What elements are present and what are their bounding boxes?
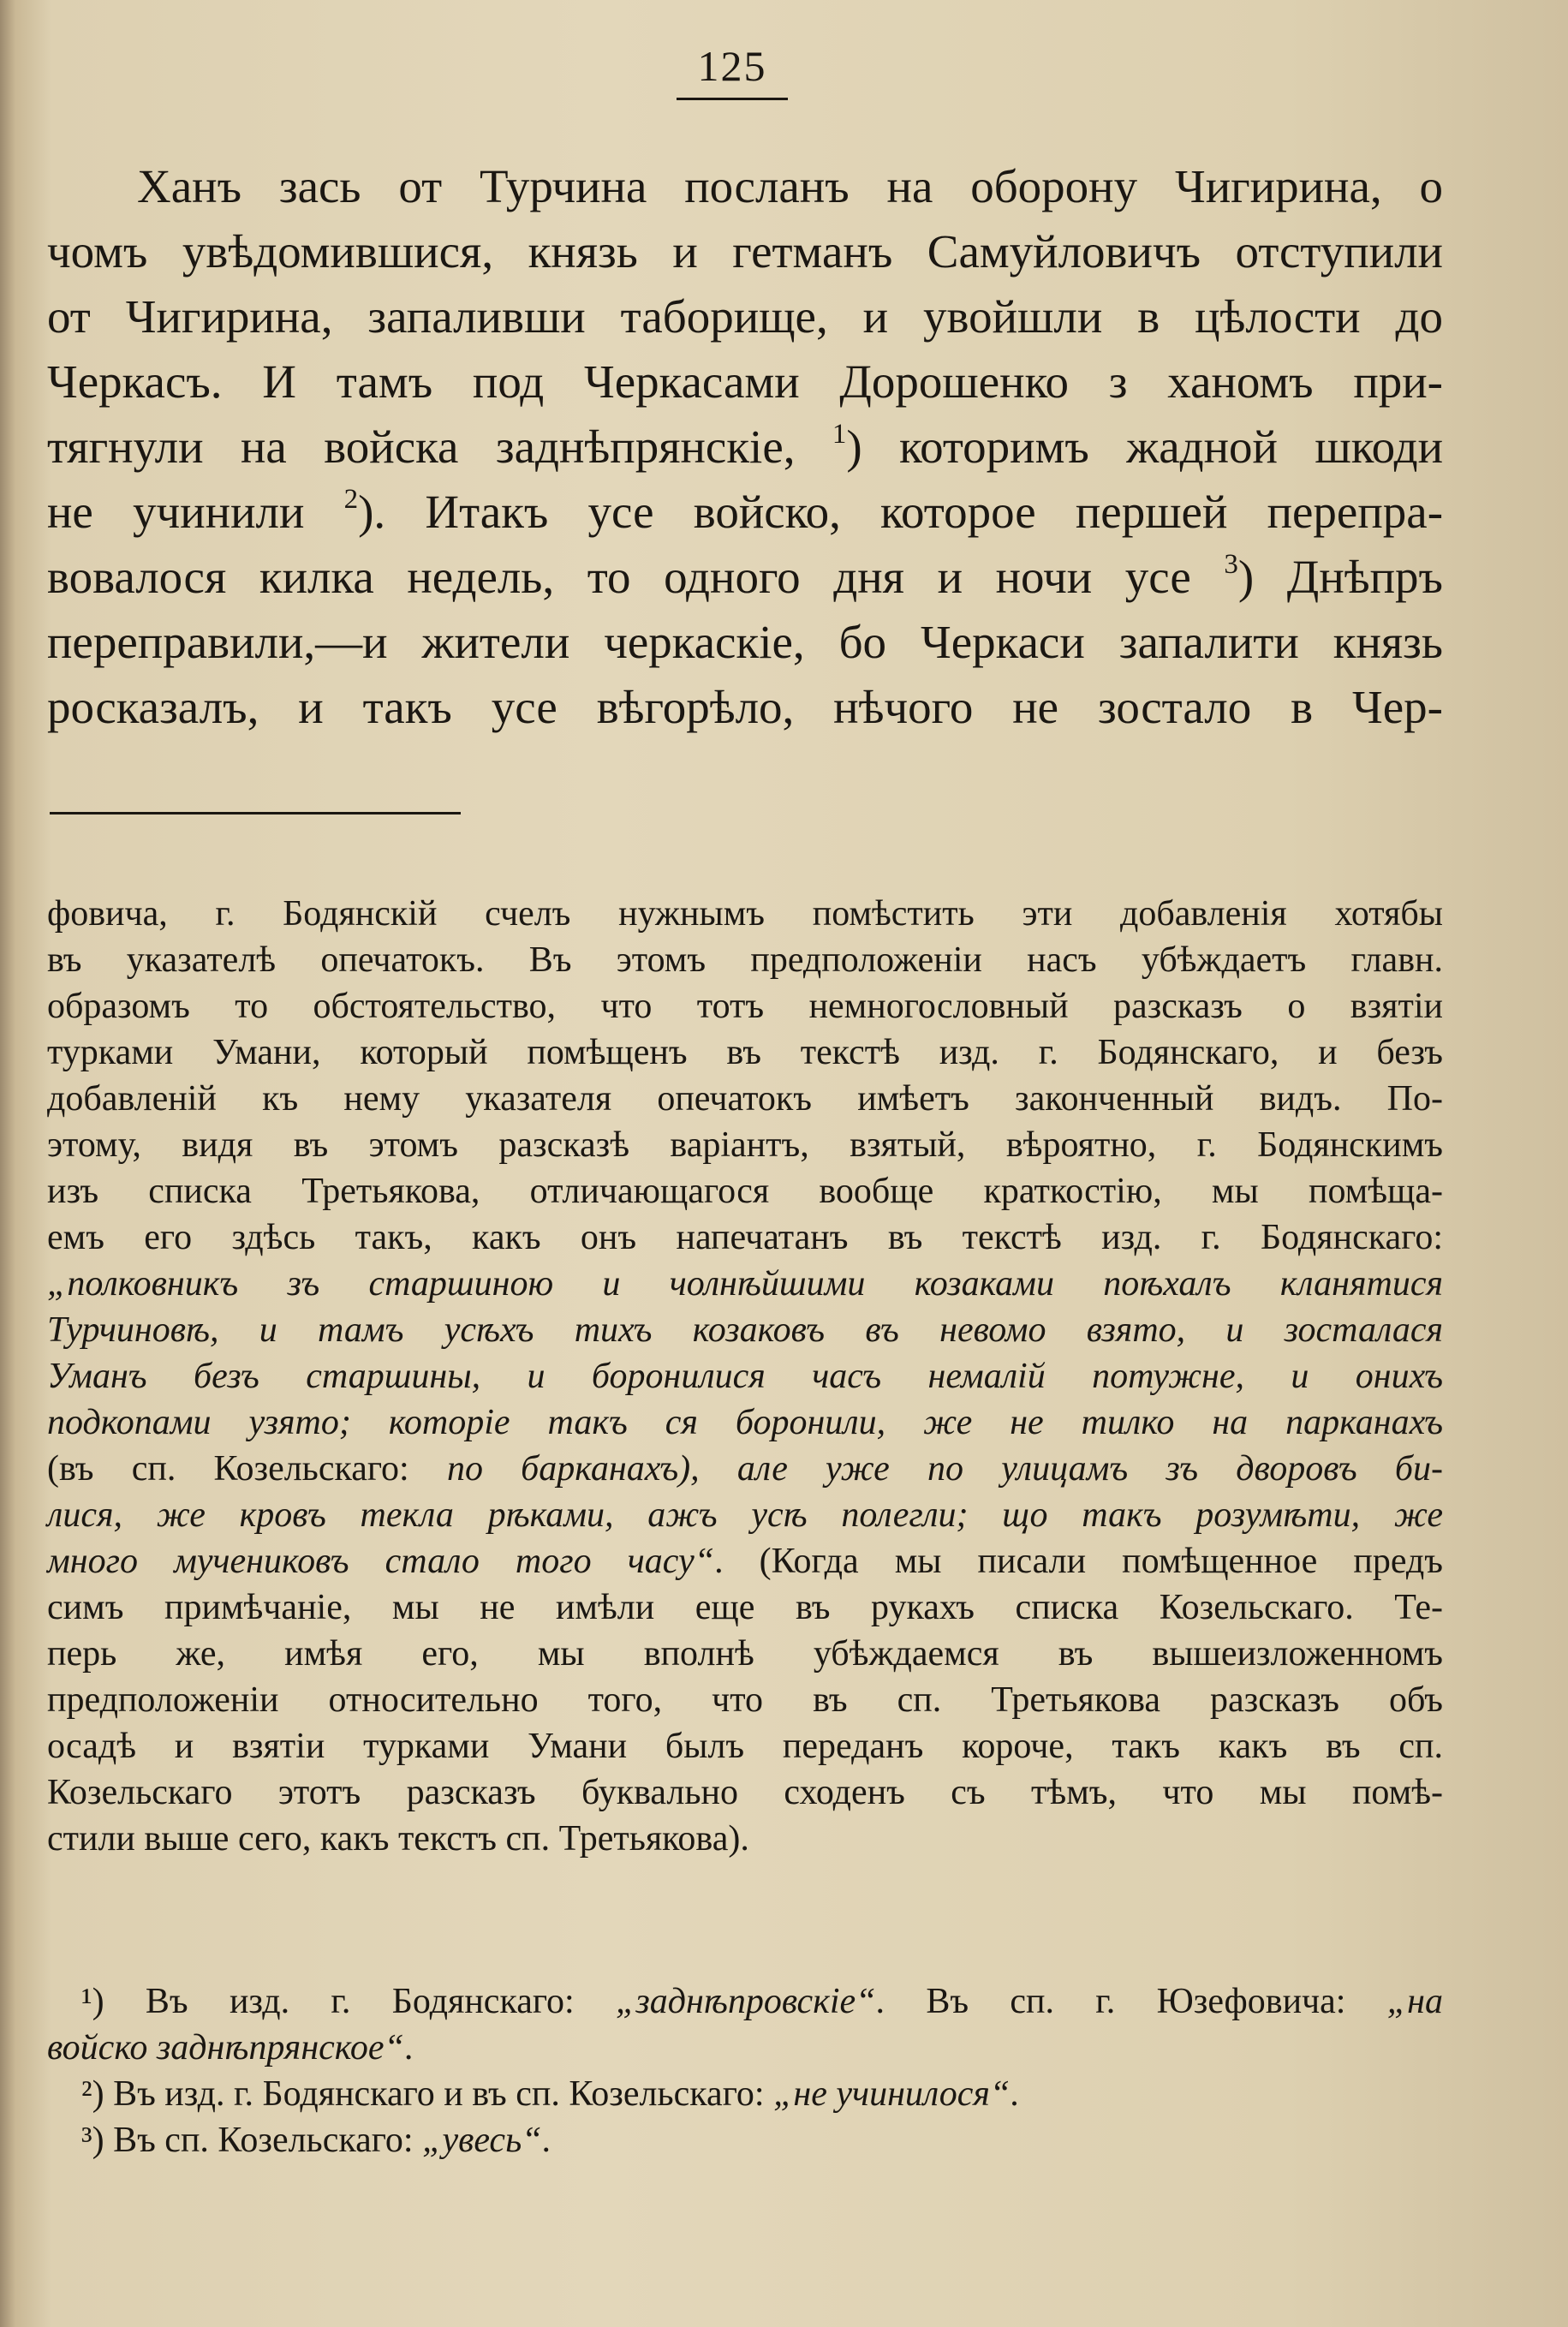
footnotes <box>47 1978 1443 2163</box>
main-line-text: вовалося килка недель, то одного дня и ночи усе <box>47 551 1191 603</box>
main-line <box>47 545 1443 610</box>
footnote-text: . Въ сп. г. Юзефовича: <box>875 1982 1387 2021</box>
footnote-text: . <box>541 2121 551 2160</box>
note-line: въ указателѣ опечатокъ. Въ этомъ предположеніи насъ убѣждаетъ главн. <box>47 940 1443 980</box>
footnote-1 <box>47 1978 1443 2025</box>
note-line: фовича, г. Бодянскій счелъ нужнымъ помѣстить эти добавленія хотябы <box>47 894 1443 934</box>
footnote-quote: „увесь“ <box>422 2121 542 2160</box>
note-line: симъ примѣчаніе, мы не имѣли еще въ рукахъ списка Козельскаго. Те- <box>47 1588 1443 1627</box>
footnote-mark: ¹) <box>81 1982 104 2021</box>
note-text: . (Когда мы писали помѣщенное предъ <box>714 1542 1443 1581</box>
note-text: (въ сп. Козельскаго: <box>47 1449 447 1489</box>
main-line <box>47 415 1443 480</box>
footnote-1-continued <box>47 2025 1443 2071</box>
footnote-quote: „заднѣпровскіе“ <box>616 1982 876 2021</box>
main-line-text: не учинили <box>47 486 305 538</box>
footnote-text: . <box>1010 2074 1019 2114</box>
note-line: изъ списка Третьякова, отличающагося вообще краткостію, мы помѣща- <box>47 1172 1443 1211</box>
quote-line: подкопами узято; которіе такъ ся боронили, же не тилко на парканахъ <box>47 1403 1443 1442</box>
main-line-text: ) Днѣпръ <box>1237 551 1443 603</box>
continued-footnote <box>47 891 1443 1862</box>
footnote-text: Въ изд. г. Бодянскаго и въ сп. Козельскаго: <box>104 2074 774 2114</box>
note-line: осадѣ и взятіи турками Умани былъ переданъ короче, такъ какъ въ сп. <box>47 1727 1443 1766</box>
footnote-separator <box>50 812 461 814</box>
footnote-ref-3: 3 <box>1224 548 1238 580</box>
footnote-mark: ²) <box>81 2074 104 2114</box>
page-number: 125 <box>697 42 767 90</box>
note-line: перь же, имѣя его, мы вполнѣ убѣждаемся въ вышеизложенномъ <box>47 1634 1443 1674</box>
footnote-ref-2: 2 <box>343 483 359 515</box>
quote-line: Уманъ безъ старшины, и боронилися часъ немалій потужне, и онихъ <box>47 1357 1443 1396</box>
main-line: росказалъ, и такъ усе вѣгорѣло, нѣчого не зостало в Чер- <box>47 681 1443 733</box>
footnote-text: Въ сп. Козельскаго: <box>104 2121 423 2160</box>
main-line: Черкасъ. И тамъ под Черкасами Дорошенко з ханомъ при- <box>47 355 1443 408</box>
note-line: турками Умани, который помѣщенъ въ текстѣ изд. г. Бодянскаго, и безъ <box>47 1033 1443 1072</box>
main-line: переправили,—и жители черкаскіе, бо Черкаси запалити князь <box>47 616 1443 668</box>
note-line <box>47 1538 1443 1584</box>
note-line: образомъ то обстоятельство, что тотъ немногословный разсказъ о взятіи <box>47 987 1443 1026</box>
footnote-quote: „не учинилося“ <box>773 2074 1011 2114</box>
main-line-text: ). Итакъ усе войско, которое першей перепра- <box>358 486 1444 538</box>
page-number-underline <box>677 98 788 100</box>
footnote-quote: „на <box>1386 1982 1443 2021</box>
note-line: добавленій къ нему указателя опечатокъ имѣетъ законченный видъ. По- <box>47 1079 1443 1119</box>
quote-line: Турчиновѣ, и тамъ усѣхъ тихъ козаковъ въ невомо взято, и зосталася <box>47 1310 1443 1350</box>
note-line: этому, видя въ этомъ разсказѣ варіантъ, взятый, вѣроятно, г. Бодянскимъ <box>47 1125 1443 1165</box>
note-line: емъ его здѣсь такъ, какъ онъ напечатанъ въ текстѣ изд. г. Бодянскаго: <box>47 1218 1443 1257</box>
note-line: предположеніи относительно того, что въ сп. Третьякова разсказъ объ <box>47 1680 1443 1720</box>
footnote-mark: ³) <box>81 2121 104 2160</box>
quote-text: много мучениковъ стало того часу“ <box>47 1542 715 1581</box>
note-line: Козельскаго этотъ разсказъ буквально сходенъ съ тѣмъ, что мы помѣ- <box>47 1773 1443 1812</box>
main-line <box>47 480 1443 545</box>
main-text <box>47 154 1443 740</box>
footnote-3 <box>47 2117 1443 2163</box>
footnote-text: . <box>403 2028 414 2067</box>
footnote-quote: войско заднѣпрянское“ <box>47 2028 404 2067</box>
quote-text: по барканахъ), але уже по улицамъ зъ дворовъ би- <box>446 1449 1444 1489</box>
note-line: стили выше сего, какъ текстъ сп. Третьякова). <box>47 1819 749 1859</box>
footnote-text: Въ изд. г. Бодянскаго: <box>104 1982 617 2021</box>
main-line-text: тягнули на войска заднѣпрянскіе, <box>47 421 796 473</box>
footnote-ref-1: 1 <box>832 418 847 450</box>
main-line: чомъ увѣдомившися, князь и гетманъ Самуйловичъ отступили <box>47 225 1443 277</box>
main-line: Ханъ зась от Турчина посланъ на оборону Чигирина, о <box>137 160 1443 212</box>
note-line <box>47 1446 1443 1492</box>
footnote-2 <box>47 2071 1443 2117</box>
quote-line: „полковникъ зъ старшиною и чолнѣйшими козаками поѣхалъ кланятися <box>47 1264 1443 1304</box>
main-line: от Чигирина, запаливши таборище, и увойшли в цѣлости до <box>47 290 1443 343</box>
quote-line: лися, же кровъ текла рѣками, ажъ усѣ полегли; що такъ розумѣти, же <box>47 1495 1443 1535</box>
main-line-text: ) которимъ жадной шкоди <box>846 421 1444 473</box>
